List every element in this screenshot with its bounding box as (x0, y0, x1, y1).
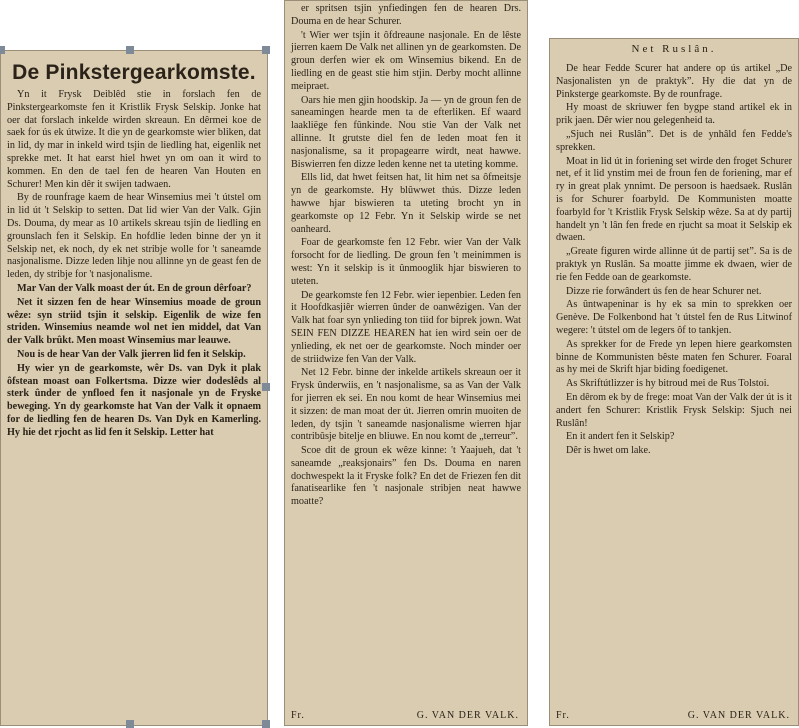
selection-handle[interactable] (0, 46, 5, 54)
article-paragraph: As Skriftútlizzer is hy bitroud mei de Rus Tolstoi. (566, 378, 770, 390)
selection-handle[interactable] (126, 720, 134, 728)
article-paragraph: As ûntwapeninar is hy ek sa min to sprekken oer Genève. De Folkenbond hat 't útstel fen de Rus Litwinof wegere: 't útstel om de legers ôf to tankjen. (556, 299, 792, 336)
article-clipping-continuation (284, 0, 528, 726)
article-paragraph: By de rounfrage kaem de hear Winsemius mei 't útstel om in lid út 't Selskip to setten. Dat lid wier Van der Valk. Gjin Ds. Douma, dy mear as 10 artikels skreau tsjin de liedling en grounslach fen it Selskip. En hofdlie leden binne der yn it Selskip net, ek noch, dy ek net stribje wolle for 't saneamde nasjonalisme. Dizze leden lihje nou allinne yn de geast fen de leden, dy stribje for 't nasjonalisme. (7, 192, 261, 281)
article-paragraph: Nou is de hear Van der Valk jierren lid fen it Selskip. (17, 348, 246, 360)
article-paragraph: En it andert fen it Selskip? (566, 431, 675, 443)
article-paragraph: En dêrom ek by de frege: moat Van der Valk der út is it andert fen Schurer: Kristlik Frysk Selskip: Sjuch nei Ruslân! (556, 391, 792, 429)
article-title: De Pinkstergearkomste. (12, 61, 256, 84)
selection-handle[interactable] (262, 46, 270, 54)
article-paragraph: er spritsen tsjin ynfiedingen fen de hearen Drs. Douma en de hear Schurer. (291, 3, 521, 27)
article-paragraph: Yn it Frysk Deiblêd stie in forslach fen de Pinkstergearkomste fen it Kristlik Frysk Selskip. Jonke hat oer dat forslach inkelde wirden skreaun. En dêrmei koe de saek for ús ek útwize. It die yn de gearkomste wier bliken, dat in lid, dy mar in inkeld wird tsjin de liedling hat, eigenlik net sprekke met. It hat earst hiel hwet yn om oan it wird to kommen. En den de tael fen de hearen Van Houten en Schurer! Men kin dêr it swijen tadwaen. (7, 89, 261, 190)
article-paragraph: Mar Van der Valk moast der út. En de groun dêrfoar? (17, 282, 252, 294)
signature (556, 710, 790, 721)
article-paragraph: „Sjuch nei Ruslân”. Det is de ynhâld fen Fedde's sprekken. (556, 128, 792, 153)
article-paragraph: Scoe dit de groun ek wêze kinne: 't Yaajueh, dat 't saneamde „reaksjonairs” fen Ds. Douma en naren dochwespekt la it Fryske folk? En det de Friezen fen dit fanatisearlike fen 't nasjonale stribjen neat hawwe moatte? (291, 445, 521, 508)
article-paragraph: Dêr is hwet om lake. (566, 445, 651, 457)
article-clipping-pinkstergearkomste[interactable] (0, 50, 268, 726)
article-paragraph: Moat in lid út in foriening set wirde den froget Schurer net, ef it lid ynstim mei de froun fen de foriening, mar ef ry in great plak ynnimt. De persoon is haedsaek. Ruslân is for Schurer foarbyld. De Kommunisten moatte foarbyld for 't Kristlik Frysk Selskip wêze. Sa at dy partij handelt yn 't lân fen frede en rjucht sa moat it Selskip ek dwaen. (556, 155, 792, 244)
article-body (285, 1, 527, 509)
article-paragraph: As sprekker for de Frede yn lepen hiere gearkomsten binne de Kommunisten bêste maten fen Schurer. Foaral as hy mei de Skrift hjar biding foedigenet. (556, 338, 792, 376)
article-paragraph: Hy moast de skriuwer fen bygpe stand artikel ek in prik jaen. Dêr wier nou gelegenheid ta. (556, 102, 792, 127)
article-body (550, 63, 798, 458)
article-paragraph: Oars hie men gjin hoodskip. Ja — yn de groun fen de saneamingen hearde men ta de efterliken. Ef waard laakliëge fen fûnkinde. Nou stie Van der Valk net allinne. It grutste diel fen de leden moat fen it nasjonalisme, sa it propagearre wirdt, neat hawwe. Biswierren fen dizze leden kenne net ta uteting komme. (291, 94, 521, 170)
selection-handle[interactable] (262, 720, 270, 728)
article-paragraph: De hear Fedde Scurer hat andere op ús artikel „De Nasjonalisten yn de praktyk”. Hy die dat yn de Pinksterge gearkomste. By de rounfrage. (556, 63, 792, 100)
signature-place: Fr. (556, 710, 570, 721)
article-paragraph: Ells lid, dat hwet feitsen hat, lit him net sa ôfmeitsje yn de gearkomste. Hy blûwwet thús. Dizze leden hawwe hjar biswieren ta uteting brocht yn in gearkomste op 12 Febr. Yn it Selskip wirde se net oanheard. (291, 172, 521, 235)
article-title: Net Ruslân. (631, 43, 717, 55)
article-paragraph: Net 12 Febr. binne der inkelde artikels skreaun oer it Frysk ûnderwiis, en 't nasjonalisme, sa as Van der Valk for jierren ek sei. En nou komt de hear Winsemius mei it sizzen: de man moat der út. Jierren omrin muoiten de leden, dy tsjin 't saneamde nasjonalisme wierren hjar contribûsje bitelje en bliuwe. En nou komt de „terreur”. (291, 367, 521, 443)
article-body (1, 89, 267, 440)
article-paragraph: De gearkomste fen 12 Febr. wier iepenbier. Leden fen it Hoofdkasjiêr wierren ûnder de oanwêzigen. Van der Valk hat foar syn ynlieding ton tiid for biprek jown. Wat SEIN FEN DIZZE HEAREN hat ien wird sein oer de ynlieding, ek net oer de gearkomste. Noch minder oer de striidwize fen Van der Valk. (291, 289, 521, 365)
selection-handle[interactable] (126, 46, 134, 54)
article-paragraph: Dizze rie forwândert ús fen de hear Schurer net. (566, 285, 762, 297)
article-paragraph: Hy wier yn de gearkomste, wêr Ds. van Dyk it plak ôfstean moast oan Folkertsma. Dizze wier dodeslêds al sterk ûnder de ynfloed fen it nasjonale yn de Fryske beweging. Yn dy gearkomste hat Van der Valk it opnaem for de liedling fen de hearen Ds. Van Dyk en Kamerling. Hy hie det rjocht as lid fen it Selskip. Letter hat (7, 362, 261, 438)
article-paragraph: „Greate figuren wirde allinne út de partij set”. Sa is de praktyk yn Ruslân. Sa moatte jimme ek dwaen, wier de rie fen Fedde oan de gearkomste. (556, 246, 792, 283)
signature-author: G. VAN DER VALK. (687, 710, 790, 721)
signature (291, 710, 519, 721)
selection-handle[interactable] (262, 383, 270, 391)
signature-place: Fr. (291, 710, 305, 721)
article-clipping-net-ruslan (549, 38, 799, 726)
article-paragraph: 't Wier wer tsjin it ôfdreaune nasjonale. En de lêste jierren kaem De Valk net allinen yn de gearkomsten. De groun derfen wier ek om Winsemius bikend. En de liedling en de geast stie him stjin. Derby mocht allinne meipraet. (291, 29, 521, 92)
signature-author: G. VAN DER VALK. (416, 710, 519, 721)
article-paragraph: Foar de gearkomste fen 12 Febr. wier Van der Valk forsocht for de liedling. De groun fen 't meinimmen is west: Yn it selskip is it ûnmooglik hjar biswieren to uteten. (291, 237, 521, 287)
article-paragraph: Net it sizzen fen de hear Winsemius moade de groun wêze: syn striid tsjin it selskip. Eigenlik de wize fen striden. Winsemius neamde wol net ien middel, dat Van der Valk brûkt. Men moast Winsemius mar leauwe. (7, 296, 261, 347)
